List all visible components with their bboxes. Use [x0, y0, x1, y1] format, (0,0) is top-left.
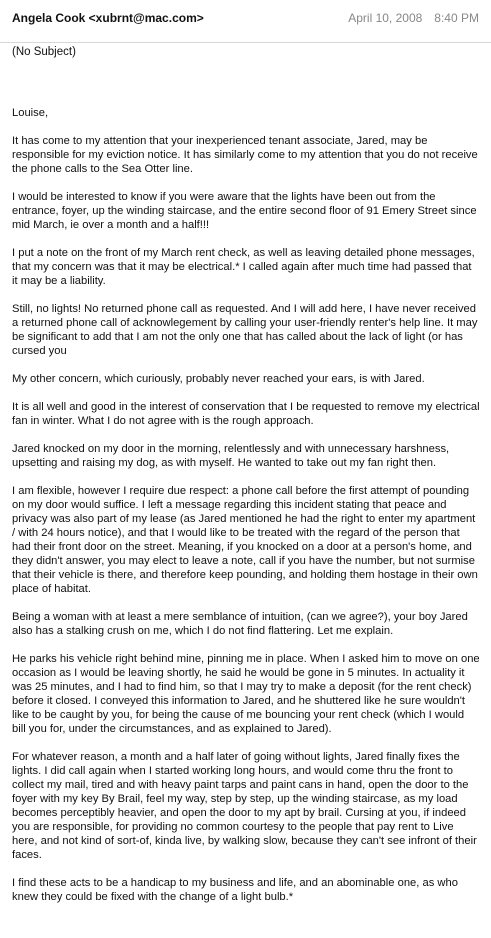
- paragraph-6: It is all well and good in the interest of conservation that I be requested to remove my electrical fan in winter. What I do not agree with is the rough approach.: [12, 401, 480, 427]
- paragraph-10: He parks his vehicle right behind mine, pinning me in place. When I asked him to move on one occasion as I would be leaving shortly, he said he would be gone in 5 minutes. In actuality it was 25 minutes, and I had to find him, so that I may try to make a deposit (for the rent check) before it closed. I conveyed this information to Jared, and he shuttered like he sure wouldn't like to be caught by you, for being the cause of me bouncing your rent check (which I would bill you for, under the circumstances, and as explained to Jared).: [12, 653, 480, 735]
- sender[interactable]: Angela Cook <xubrnt@mac.com>: [12, 11, 204, 25]
- paragraph-12: I find these acts to be a handicap to my business and life, and an abominable one, as who knew they could be fixed with the change of a light bulb.*: [12, 877, 458, 903]
- paragraph-4: Still, no lights! No returned phone call as requested. And I will add here, I have never received a returned phone call of acknowlegement by calling your user-friendly renter's help line. It may be significant to add that I am not the only one that has called about the lack of light (or has cursed you: [12, 303, 478, 357]
- paragraph-9: Being a woman with at least a mere semblance of intuition, (can we agree?), your boy Jared also has a stalking crush on me, which I do not find flattering. Let me explain.: [12, 611, 468, 637]
- paragraph-11: For whatever reason, a month and a half later of going without lights, Jared finally fixes the lights. I did call again when I started working long hours, and would come thru the front to collect my mail, tired and with heavy paint tarps and paint cans in hand, open the door to the foyer with my key By Brail, feel my way, step by step, up the winding staircase, as my load becomes perceptibly heavier, and open the door to my apt by brail. Cursing at you, if indeed you are responsible, for providing no common courtesy to the people that pay rent to Live here, and not kind of sort-of, kinda live, by walking slow, because they can't see infront of their faces.: [12, 751, 477, 861]
- paragraph-2: I would be interested to know if you were aware that the lights have been out from the entrance, foyer, up the winding staircase, and the entire second floor of 91 Emery Street since mid March, ie over a month and a half!!!: [12, 191, 477, 231]
- greeting: Louise,: [12, 107, 49, 119]
- paragraph-1: It has come to my attention that your inexperienced tenant associate, Jared, may be responsible for my eviction notice. It has similarly come to my attention that you do not receive the phone calls to the Sea Otter line.: [12, 135, 478, 175]
- paragraph-3: I put a note on the front of my March rent check, as well as leaving detailed phone messages, that my concern was that it may be electrical.* I called again after much time had passed that it may be a liability.: [12, 247, 475, 287]
- message-header: [0, 0, 491, 43]
- message-subject: (No Subject): [12, 46, 76, 58]
- paragraph-5: My other concern, which curiously, probably never reached your ears, is with Jared.: [12, 373, 425, 385]
- paragraph-7: Jared knocked on my door in the morning, relentlessly and with unnecessary harshness, upsetting and raising my dog, as with myself. He wanted to take out my fan right then.: [12, 443, 450, 469]
- message-date: April 10, 2008: [348, 11, 423, 25]
- paragraph-8: I am flexible, however I require due respect: a phone call before the first attempt of pounding on my door would suffice. I left a message regarding this incident stating that peace and privacy was also part of my lease (as Jared mentioned he had the right to enter my apartment / with 24 hours notice), and that I would like to be treated with the regard of the person that had their front door on the street. Meaning, if you knocked on a door at a person's home, and they didn't answer, you may elect to leave a note, call if you have the number, but not surmise that their vehicle is there, and therefore keep pounding, and holding them hostage in their own place of habitat.: [12, 485, 478, 595]
- message-time: 8:40 PM: [434, 11, 479, 25]
- message-body: [12, 106, 480, 918]
- message-datetime: [348, 11, 479, 25]
